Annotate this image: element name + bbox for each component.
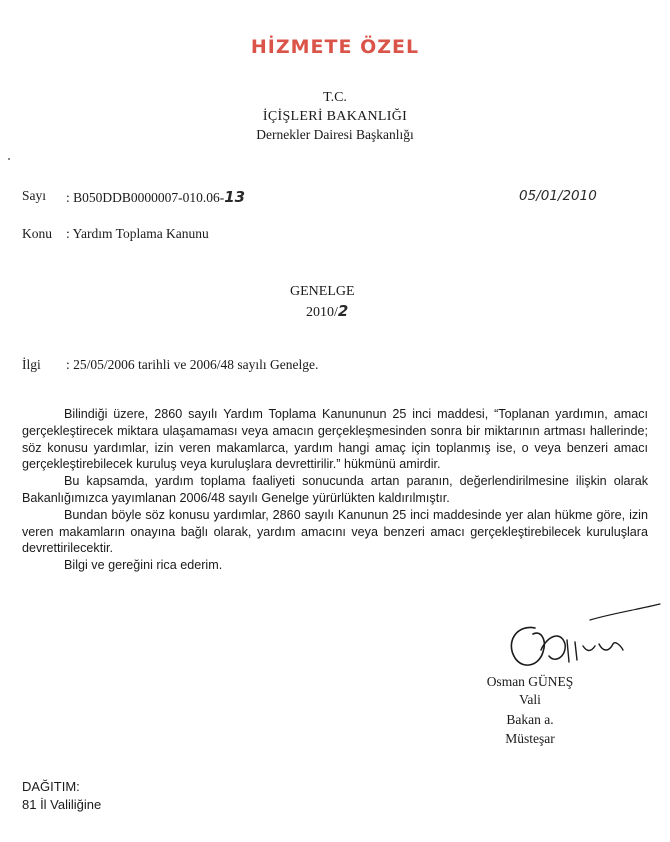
ilgi-value: : 25/05/2006 tarihli ve 2006/48 sayılı Genelge. — [66, 357, 319, 372]
confidentiality-stamp: HİZMETE ÖZEL — [250, 36, 420, 58]
document-date: 05/01/2010 — [519, 188, 597, 204]
signatory-title-vali: Vali — [519, 692, 541, 707]
sayi-handwritten-number: 13 — [224, 188, 246, 206]
distribution-value: 81 İl Valiliğine — [22, 797, 102, 812]
sayi-value: : B050DDB0000007-010.06- — [66, 190, 225, 205]
konu-value: : Yardım Toplama Kanunu — [66, 226, 209, 241]
document-title: GENELGE — [290, 284, 355, 299]
header-country: T.C. — [323, 90, 347, 105]
konu-label: Konu — [22, 226, 52, 241]
handwritten-signature — [495, 600, 670, 680]
scan-speck — [8, 158, 10, 160]
signatory-title-mustesar: Müsteşar — [505, 731, 555, 746]
sayi-label: Sayı — [22, 188, 47, 203]
document-body — [22, 406, 648, 574]
distribution-label: DAĞITIM: — [22, 779, 80, 794]
body-paragraph-2: Bu kapsamda, yardım toplama faaliyeti sonucunda artan paranın, değerlendirilmesine ilişkin olarak Bakanlığımızca yayımlanan 2006/48 sayılı Genelge yürürlükten kaldırılmıştır. — [22, 474, 648, 505]
document-handwritten-number: 2 — [337, 302, 349, 320]
body-paragraph-1: Bilindiği üzere, 2860 sayılı Yardım Toplama Kanununun 25 inci maddesi, “Toplanan yardımın, amacı gerçekleştirecek miktara ulaşamaması veya amacın gerçekleşmesinden sonra bir miktarının artması hallerinde; söz konusu yardımlar, izin veren makamlarca, yardım hangi amaç için toplanmış ise, o veya benzeri amacı gerçekleştirebilecek kuruluş veya kuruluşlara devrettirilir.” hükmünü amirdir. — [22, 407, 648, 472]
signatory-name: Osman GÜNEŞ — [486, 674, 574, 689]
body-paragraph-3: Bundan böyle söz konusu yardımlar, 2860 sayılı Kanunun 25 inci maddesinde yer alan hükme göre, izin veren makamların onayına bağlı olarak, yardım amacını veya benzeri amacı gerçekleştirebilecek kuruluşlara devrettirilecektir. — [22, 507, 648, 556]
header-ministry: İÇİŞLERİ BAKANLIĞI — [262, 109, 408, 124]
signatory-title-bakan: Bakan a. — [506, 712, 554, 727]
ilgi-label: İlgi — [22, 357, 41, 372]
body-paragraph-4: Bilgi ve gereğini rica ederim. — [64, 558, 223, 573]
document-number — [306, 302, 348, 321]
document-year: 2010/ — [306, 305, 338, 320]
header-department: Dernekler Dairesi Başkanlığı — [256, 127, 414, 142]
sayi-row — [66, 188, 245, 206]
